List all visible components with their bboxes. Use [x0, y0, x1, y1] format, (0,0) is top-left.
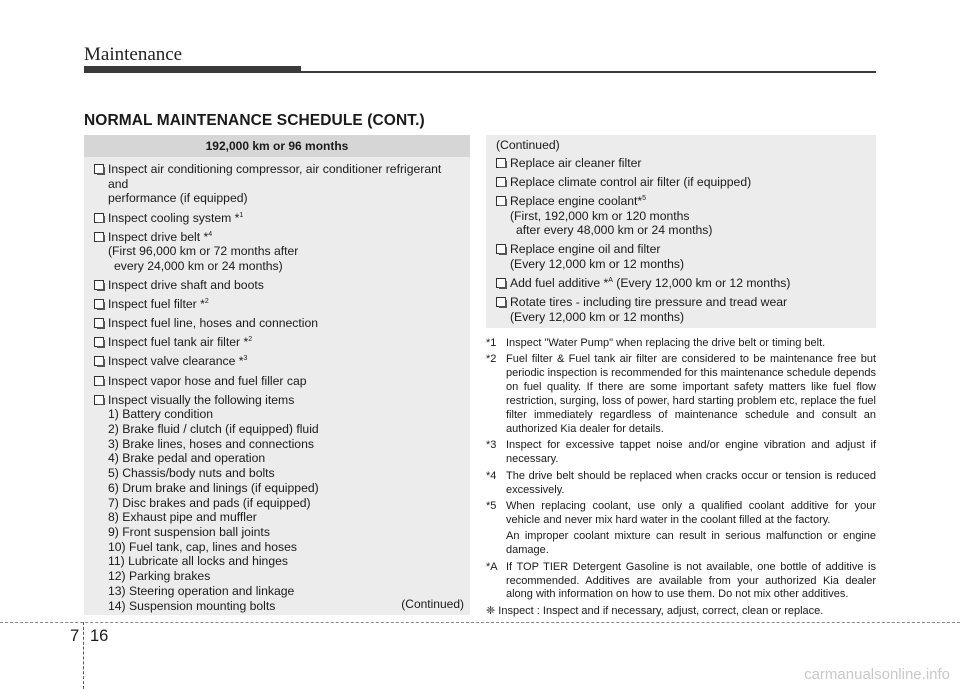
item-detail: 14) Suspension mounting bolts	[108, 598, 276, 613]
continued-heading: (Continued)	[496, 138, 560, 152]
item-detail: (Every 12,000 km or 12 months)	[510, 309, 685, 324]
checkbox-icon	[94, 376, 104, 386]
checkbox-icon	[496, 196, 506, 206]
item-text: Inspect fuel line, hoses and connection	[108, 316, 319, 331]
item-detail: 11) Lubricate all locks and hinges	[108, 554, 288, 569]
footnote-text: When replacing coolant, use only a qualified coolant additive for your vehicle and never mix hard water in the coolant filled at the factory.	[506, 499, 876, 526]
footer-divider	[83, 622, 85, 689]
footnote	[486, 439, 876, 467]
footnote-ref: 2	[204, 298, 209, 306]
footnote-mark: *5	[486, 499, 497, 512]
item-detail: 8) Exhaust pipe and muffler	[108, 510, 257, 525]
item-detail: every 24,000 km or 24 months)	[114, 259, 283, 273]
item-text: Add fuel additive *$^A$ (Every 12,000 km or 12 months)	[510, 276, 791, 291]
footnote-mark: *A	[486, 560, 498, 573]
checklist-item	[94, 374, 460, 389]
item-text: Inspect cooling system *$^1$	[108, 210, 244, 225]
schedule-panel-right	[486, 135, 876, 328]
checklist-item	[94, 297, 460, 312]
footnote-ref: 5	[642, 194, 647, 202]
checklist-item	[94, 393, 460, 614]
checkbox-icon	[94, 337, 104, 347]
checkbox-icon	[94, 299, 104, 309]
item-detail: after every 48,000 km or 24 months)	[516, 223, 713, 238]
checkbox-icon	[496, 244, 506, 254]
footer-rule	[0, 622, 960, 624]
item-text: Replace engine coolant*$^5$	[510, 193, 647, 208]
item-detail: 10) Fuel tank, cap, lines and hoses	[108, 539, 298, 554]
header-rule	[301, 71, 876, 73]
footnote	[486, 337, 876, 351]
item-detail: 7) Disc brakes and pads (if equipped)	[108, 495, 311, 510]
item-detail: 6) Drum brake and linings (if equipped)	[108, 480, 319, 495]
checklist-item	[496, 156, 866, 171]
footnotes	[486, 337, 876, 619]
footnote-text: Fuel filter & Fuel tank air filter are considered to be maintenance free but periodic inspection is recommended for this maintenance schedule depends on fuel quality. If there are some important safety matters like fuel flow restriction, surging, loss of power, hard starting problem etc, replace the fuel filter immediately regardless of maintenance schedule and consult an authorized Kia dealer for details.	[506, 353, 876, 435]
footnote-ref: 2	[248, 336, 253, 344]
item-text: Inspect valve clearance *$^3$	[108, 354, 248, 369]
footnote-extra: An improper coolant mixture can result in serious malfunction or engine damage.	[506, 530, 876, 557]
item-detail: 3) Brake lines, hoses and connections	[108, 436, 314, 451]
item-text: Inspect drive shaft and boots	[108, 278, 264, 293]
item-detail: 13) Steering operation and linkage	[108, 583, 295, 598]
checklist-item	[496, 175, 866, 190]
chapter-number: 7	[70, 627, 80, 645]
checklist-item	[94, 230, 460, 274]
footnote	[486, 470, 876, 498]
footnote-ref: 1	[239, 211, 244, 219]
checklist-item	[496, 295, 866, 324]
interval-heading: 192,000 km or 96 months	[84, 135, 470, 157]
right-item-list	[496, 156, 866, 325]
checklist-item	[496, 276, 866, 291]
item-text: Replace climate control air filter (if equipped)	[510, 174, 752, 189]
checklist-item	[94, 335, 460, 350]
checkbox-icon	[496, 177, 506, 187]
item-detail: 5) Chassis/body nuts and bolts	[108, 466, 275, 481]
footnote-text: The drive belt should be replaced when cracks occur or tension is reduced excessively.	[506, 469, 876, 496]
checklist-item	[94, 211, 460, 226]
checkbox-icon	[496, 278, 506, 288]
footnote-mark: *4	[486, 469, 497, 482]
checkbox-icon	[94, 164, 104, 174]
item-text: Replace air cleaner filter	[510, 155, 642, 170]
checklist-item	[496, 194, 866, 238]
item-text: Inspect fuel filter *$^2$	[108, 297, 209, 312]
checkbox-icon	[94, 213, 104, 223]
checklist-item	[94, 162, 460, 206]
footnote-mark: *1	[486, 337, 497, 349]
page-number: 16	[90, 627, 109, 645]
footnote-ref: 3	[243, 355, 248, 363]
item-text: Replace engine oil and filter	[510, 242, 661, 257]
item-detail: 1) Battery condition	[108, 407, 214, 422]
item-text: Inspect visually the following items	[108, 392, 295, 407]
checkbox-icon	[94, 318, 104, 328]
header-bar-thick	[84, 66, 301, 73]
schedule-panel-left	[84, 135, 470, 615]
item-text: Inspect fuel tank air filter *$^2$	[108, 335, 253, 350]
footnote-text: If TOP TIER Detergent Gasoline is not available, one bottle of additive is recommended. Additives are available from your authorized Kia dealer along with information on how to use them. Do not mix other additives.	[506, 560, 876, 601]
item-detail: (Every 12,000 km or 12 months)	[510, 257, 685, 272]
checkbox-icon	[94, 232, 104, 242]
footnote-text: Inspect for excessive tappet noise and/or engine vibration and adjust if necessary.	[506, 439, 876, 466]
checkbox-icon	[496, 158, 506, 168]
footnote-text: Inspect "Water Pump" when replacing the drive belt or timing belt.	[506, 337, 826, 349]
checklist-item	[94, 354, 460, 369]
footnote-mark: *2	[486, 353, 497, 366]
checkbox-icon	[496, 297, 506, 307]
item-detail: 9) Front suspension ball joints	[108, 524, 270, 539]
checklist-item	[94, 278, 460, 293]
section-title: NORMAL MAINTENANCE SCHEDULE (CONT.)	[84, 112, 425, 129]
item-text: performance (if equipped)	[108, 191, 248, 206]
footnote-ref: 4	[208, 230, 213, 238]
item-detail: 12) Parking brakes	[108, 569, 211, 584]
item-detail: (First, 192,000 km or 120 months	[510, 208, 690, 223]
checklist-item	[496, 242, 866, 271]
footnote	[486, 561, 876, 603]
checklist-item	[94, 316, 460, 331]
item-detail: 2) Brake fluid / clutch (if equipped) fluid	[108, 422, 319, 437]
footnote	[486, 353, 876, 436]
continued-label: (Continued)	[401, 597, 464, 612]
left-item-list	[84, 157, 470, 613]
item-text: Inspect drive belt *$^4$	[108, 229, 213, 244]
item-text: Rotate tires - including tire pressure and tread wear	[510, 295, 788, 310]
checkbox-icon	[94, 395, 104, 405]
item-detail: (First 96,000 km or 72 months after	[108, 244, 299, 259]
checkbox-icon	[94, 280, 104, 290]
running-header: Maintenance	[84, 44, 183, 65]
item-detail: 4) Brake pedal and operation	[108, 451, 266, 466]
item-text: Inspect vapor hose and fuel filler cap	[108, 373, 307, 388]
watermark: carmanualsonline.info	[804, 666, 950, 683]
footnote	[486, 500, 876, 528]
footnote-ref: A	[608, 277, 613, 285]
inspect-legend: ❈ Inspect : Inspect and if necessary, adjust, correct, clean or replace.	[486, 604, 824, 617]
footnote-mark: *3	[486, 439, 497, 452]
item-text: Inspect air conditioning compressor, air conditioner refrigerant and	[108, 162, 442, 191]
checkbox-icon	[94, 356, 104, 366]
